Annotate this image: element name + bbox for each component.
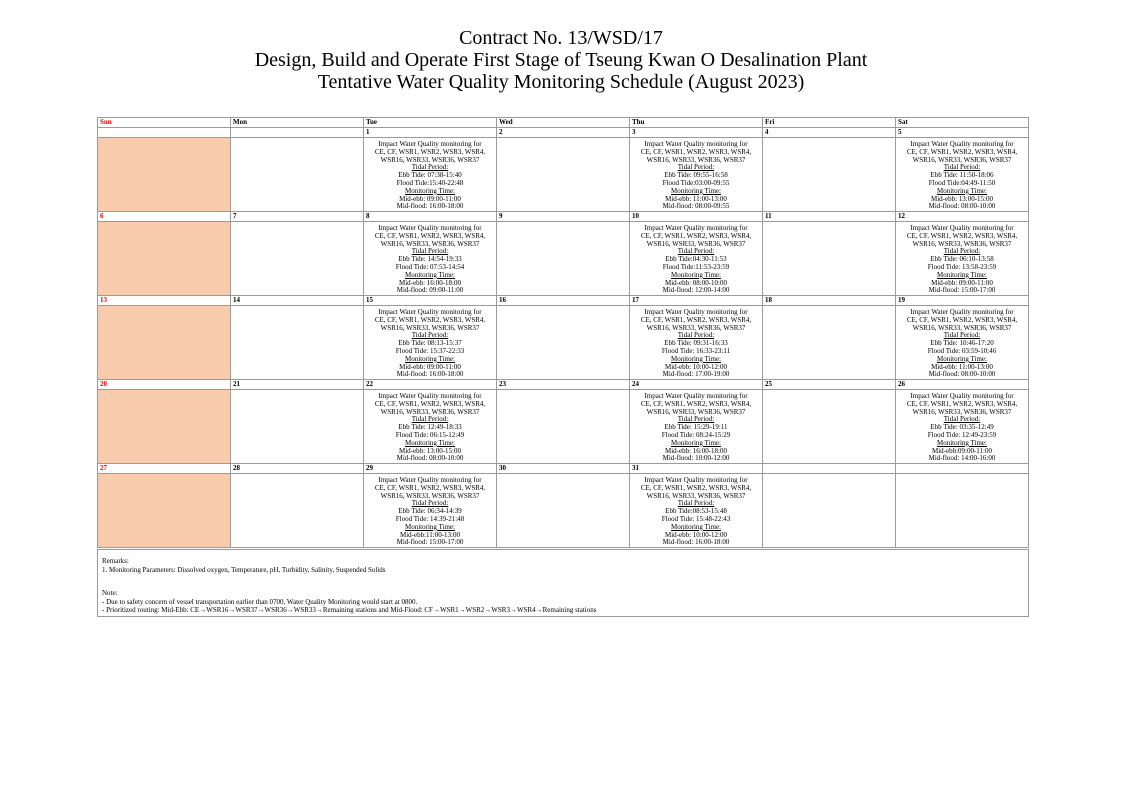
mid-ebb-time: Mid-ebb: 10:00-12:00 bbox=[664, 362, 728, 371]
flood-tide-time: Flood Tide: 06:15-12:49 bbox=[395, 430, 465, 439]
calendar-table bbox=[97, 117, 1029, 548]
day-number-25: 25 bbox=[763, 380, 896, 390]
flood-tide-time: Flood Tide: 07:53-14:54 bbox=[395, 262, 465, 271]
mid-flood-time: Mid-flood: 16:00-18:00 bbox=[396, 202, 464, 211]
empty-day-cell bbox=[763, 138, 896, 212]
flood-tide-time: Flood Tide: 14:39-21:48 bbox=[395, 514, 465, 523]
monitoring-title: Impact Water Quality monitoring for bbox=[910, 140, 1014, 148]
day-number-12: 12 bbox=[896, 212, 1029, 222]
day-number-29: 29 bbox=[364, 464, 497, 474]
monitoring-cell-aug-31 bbox=[630, 474, 763, 548]
sunday-cell bbox=[98, 306, 231, 380]
empty-day-cell bbox=[231, 306, 364, 380]
monitoring-title: Impact Water Quality monitoring for bbox=[910, 308, 1014, 316]
flood-tide-time: Flood Tide:15:40-22:48 bbox=[396, 178, 464, 187]
mid-ebb-time: Mid-ebb: 16:00-18:00 bbox=[398, 278, 462, 287]
week-5-content-row bbox=[98, 474, 1029, 548]
day-number-31: 31 bbox=[630, 464, 763, 474]
empty-day-cell bbox=[497, 138, 630, 212]
day-number-8: 8 bbox=[364, 212, 497, 222]
ebb-tide-time: Ebb Tide:04:30-11:53 bbox=[665, 255, 727, 264]
monitoring-time-label: Monitoring Time: bbox=[937, 354, 987, 363]
sunday-cell bbox=[98, 474, 231, 548]
flood-tide-time: Flood Tide:11:53-23:59 bbox=[662, 262, 730, 271]
monitoring-title: Impact Water Quality monitoring for bbox=[644, 308, 748, 316]
day-number-5: 5 bbox=[896, 128, 1029, 138]
flood-tide-time: Flood Tide: 08:24-15:29 bbox=[661, 430, 731, 439]
mid-ebb-time: Mid-ebb: 09:00-11:00 bbox=[399, 194, 461, 203]
monitoring-cell-aug-1 bbox=[364, 138, 497, 212]
day-number-27: 27 bbox=[98, 464, 231, 474]
monitoring-stations: CE, CF, WSR1, WSR2, WSR3, WSR4, WSR16, WSR33, WSR36, WSR37 bbox=[374, 315, 486, 332]
day-header-sun: Sun bbox=[98, 118, 231, 128]
week-3-content-row bbox=[98, 306, 1029, 380]
monitoring-cell-aug-15 bbox=[364, 306, 497, 380]
day-header-sat: Sat bbox=[896, 118, 1029, 128]
day-number-17: 17 bbox=[630, 296, 763, 306]
day-header-thu: Thu bbox=[630, 118, 763, 128]
monitoring-stations: CE, CF, WSR1, WSR2, WSR3, WSR4, WSR16, WSR33, WSR36, WSR37 bbox=[906, 399, 1018, 416]
monitoring-stations: CE, CF, WSR1, WSR2, WSR3, WSR4, WSR16, WSR33, WSR36, WSR37 bbox=[906, 147, 1018, 164]
ebb-tide-time: Ebb Tide: 09:31-16:33 bbox=[664, 339, 728, 348]
mid-ebb-time: Mid-ebb: 13:00-15:00 bbox=[930, 194, 994, 203]
document-title-block bbox=[0, 27, 1122, 93]
monitoring-time-label: Monitoring Time: bbox=[937, 270, 987, 279]
monitoring-time-label: Monitoring Time: bbox=[671, 186, 721, 195]
monitoring-stations: CE, CF, WSR1, WSR2, WSR3, WSR4, WSR16, WSR33, WSR36, WSR37 bbox=[374, 399, 486, 416]
mid-flood-time: Mid-flood: 17:00-19:00 bbox=[662, 370, 730, 379]
monitoring-title: Impact Water Quality monitoring for bbox=[378, 392, 482, 400]
tidal-period-label: Tidal Period: bbox=[411, 331, 449, 340]
note-heading: Note: bbox=[102, 589, 118, 597]
flood-tide-time: Flood Tide: 03:59-10:46 bbox=[927, 346, 997, 355]
tidal-period-label: Tidal Period: bbox=[943, 163, 981, 172]
monitoring-stations: CE, CF, WSR1, WSR2, WSR3, WSR4, WSR16, WSR33, WSR36, WSR37 bbox=[906, 315, 1018, 332]
flood-tide-time: Flood Tide:04:49-11:50 bbox=[928, 178, 996, 187]
mid-flood-time: Mid-flood: 08:00-09:55 bbox=[662, 202, 730, 211]
day-number-14: 14 bbox=[231, 296, 364, 306]
empty-day-cell bbox=[497, 222, 630, 296]
empty-day-cell bbox=[231, 138, 364, 212]
day-number-16: 16 bbox=[497, 296, 630, 306]
day-header-wed: Wed bbox=[497, 118, 630, 128]
tidal-period-label: Tidal Period: bbox=[943, 415, 981, 424]
mid-ebb-time: Mid-ebb: 11:00-13:00 bbox=[931, 362, 993, 371]
monitoring-time-label: Monitoring Time: bbox=[405, 270, 455, 279]
day-number-2: 2 bbox=[497, 128, 630, 138]
ebb-tide-time: Ebb Tide: 08:13-15:37 bbox=[398, 339, 462, 348]
mid-ebb-time: Mid-ebb: 11:00-13:00 bbox=[665, 194, 727, 203]
ebb-tide-time: Ebb Tide: 14:54-19:33 bbox=[398, 255, 462, 264]
day-number-21: 21 bbox=[231, 380, 364, 390]
schedule-title: Tentative Water Quality Monitoring Schedule (August 2023) bbox=[317, 71, 805, 93]
remarks-section bbox=[97, 549, 1029, 617]
note-routing: - Prioritized routing: Mid-Ebb: CE→WSR16→WSR37→WSR36→WSR33→Remaining stations and Mid-Flood: CF→WSR1→WSR2→WSR3→WSR4→Remaining stations bbox=[102, 606, 597, 614]
monitoring-cell-aug-19 bbox=[896, 306, 1029, 380]
tidal-period-label: Tidal Period: bbox=[677, 163, 715, 172]
mid-ebb-time: Mid-ebb: 13:00-15:00 bbox=[398, 446, 462, 455]
monitoring-title: Impact Water Quality monitoring for bbox=[644, 392, 748, 400]
day-number-empty bbox=[896, 464, 1029, 474]
sunday-cell bbox=[98, 138, 231, 212]
mid-flood-time: Mid-flood: 10:00-12:00 bbox=[662, 454, 730, 463]
day-number-4: 4 bbox=[763, 128, 896, 138]
remarks-parameters: 1. Monitoring Parameters: Dissolved oxygen, Temperature, pH, Turbidity, Salinity, Suspended Solids bbox=[102, 565, 386, 574]
monitoring-stations: CE, CF, WSR1, WSR2, WSR3, WSR4, WSR16, WSR33, WSR36, WSR37 bbox=[374, 231, 486, 248]
monitoring-stations: CE, CF, WSR1, WSR2, WSR3, WSR4, WSR16, WSR33, WSR36, WSR37 bbox=[374, 483, 486, 500]
day-number-26: 26 bbox=[896, 380, 1029, 390]
mid-ebb-time: Mid-ebb: 08:00-10:00 bbox=[664, 278, 728, 287]
tidal-period-label: Tidal Period: bbox=[677, 331, 715, 340]
day-header-mon: Mon bbox=[231, 118, 364, 128]
contract-number: Contract No. 13/WSD/17 bbox=[459, 27, 663, 49]
day-number-7: 7 bbox=[231, 212, 364, 222]
note-safety: - Due to safety concern of vessel transportation earlier than 0700, Water Quality Monitoring would start at 0800. bbox=[102, 597, 418, 606]
mid-flood-time: Mid-flood: 08:00-10:00 bbox=[928, 370, 996, 379]
monitoring-time-label: Monitoring Time: bbox=[937, 186, 987, 195]
day-number-19: 19 bbox=[896, 296, 1029, 306]
week-5-number-row bbox=[98, 464, 1029, 474]
flood-tide-time: Flood Tide: 12:49-23:59 bbox=[927, 430, 997, 439]
monitoring-stations: CE, CF, WSR1, WSR2, WSR3, WSR4, WSR16, WSR33, WSR36, WSR37 bbox=[640, 231, 752, 248]
monitoring-time-label: Monitoring Time: bbox=[937, 438, 987, 447]
monitoring-cell-aug-12 bbox=[896, 222, 1029, 296]
tidal-period-label: Tidal Period: bbox=[677, 415, 715, 424]
monitoring-cell-aug-22 bbox=[364, 390, 497, 464]
weekday-header-row bbox=[98, 118, 1029, 128]
project-name: Design, Build and Operate First Stage of Tseung Kwan O Desalination Plant bbox=[254, 49, 868, 71]
flood-tide-time: Flood Tide:03:00-09:55 bbox=[662, 178, 730, 187]
sunday-cell bbox=[98, 222, 231, 296]
flood-tide-time: Flood Tide: 13:58-23:59 bbox=[927, 262, 997, 271]
day-number-11: 11 bbox=[763, 212, 896, 222]
tidal-period-label: Tidal Period: bbox=[411, 163, 449, 172]
day-number-18: 18 bbox=[763, 296, 896, 306]
tidal-period-label: Tidal Period: bbox=[677, 247, 715, 256]
tidal-period-label: Tidal Period: bbox=[411, 499, 449, 508]
day-number-6: 6 bbox=[98, 212, 231, 222]
week-3-number-row bbox=[98, 296, 1029, 306]
day-number-20: 20 bbox=[98, 380, 231, 390]
empty-day-cell bbox=[763, 306, 896, 380]
mid-flood-time: Mid-flood: 14:00-16:00 bbox=[928, 454, 996, 463]
monitoring-stations: CE, CF, WSR1, WSR2, WSR3, WSR4, WSR16, WSR33, WSR36, WSR37 bbox=[640, 483, 752, 500]
monitoring-title: Impact Water Quality monitoring for bbox=[644, 476, 748, 484]
monitoring-time-label: Monitoring Time: bbox=[405, 522, 455, 531]
monitoring-cell-aug-8 bbox=[364, 222, 497, 296]
tidal-period-label: Tidal Period: bbox=[677, 499, 715, 508]
mid-ebb-time: Mid-ebb: 09:00-11:00 bbox=[399, 362, 461, 371]
monitoring-time-label: Monitoring Time: bbox=[671, 438, 721, 447]
week-2-number-row bbox=[98, 212, 1029, 222]
monitoring-title: Impact Water Quality monitoring for bbox=[910, 392, 1014, 400]
mid-flood-time: Mid-flood: 08:00-10:00 bbox=[928, 202, 996, 211]
empty-day-cell bbox=[763, 222, 896, 296]
ebb-tide-time: Ebb Tide: 15:29-19:11 bbox=[664, 423, 728, 432]
ebb-tide-time: Ebb Tide: 06:10-13:58 bbox=[930, 255, 994, 264]
empty-day-cell bbox=[497, 306, 630, 380]
monitoring-title: Impact Water Quality monitoring for bbox=[378, 308, 482, 316]
tidal-period-label: Tidal Period: bbox=[943, 247, 981, 256]
day-number-24: 24 bbox=[630, 380, 763, 390]
empty-day-cell bbox=[896, 474, 1029, 548]
empty-day-cell bbox=[231, 474, 364, 548]
week-1-content-row bbox=[98, 138, 1029, 212]
ebb-tide-time: Ebb Tide: 06:34-14:39 bbox=[398, 507, 462, 516]
monitoring-time-label: Monitoring Time: bbox=[405, 438, 455, 447]
mid-flood-time: Mid-flood: 12:00-14:00 bbox=[662, 286, 730, 295]
day-number-23: 23 bbox=[497, 380, 630, 390]
monitoring-cell-aug-26 bbox=[896, 390, 1029, 464]
monitoring-cell-aug-3 bbox=[630, 138, 763, 212]
monitoring-cell-aug-10 bbox=[630, 222, 763, 296]
empty-day-cell bbox=[231, 390, 364, 464]
sunday-cell bbox=[98, 390, 231, 464]
monitoring-title: Impact Water Quality monitoring for bbox=[378, 224, 482, 232]
day-number-empty bbox=[98, 128, 231, 138]
mid-ebb-time: Mid-ebb: 16:00-18:00 bbox=[664, 446, 728, 455]
day-number-empty bbox=[231, 128, 364, 138]
day-number-1: 1 bbox=[364, 128, 497, 138]
week-4-number-row bbox=[98, 380, 1029, 390]
ebb-tide-time: Ebb Tide: 11:50-18:06 bbox=[930, 171, 994, 180]
day-number-30: 30 bbox=[497, 464, 630, 474]
week-2-content-row bbox=[98, 222, 1029, 296]
mid-ebb-time: Mid-ebb: 09:00-11:00 bbox=[931, 278, 993, 287]
monitoring-stations: CE, CF, WSR1, WSR2, WSR3, WSR4, WSR16, WSR33, WSR36, WSR37 bbox=[374, 147, 486, 164]
day-number-empty bbox=[763, 464, 896, 474]
ebb-tide-time: Ebb Tide: 12:49-18:33 bbox=[398, 423, 462, 432]
monitoring-stations: CE, CF, WSR1, WSR2, WSR3, WSR4, WSR16, WSR33, WSR36, WSR37 bbox=[640, 147, 752, 164]
monitoring-title: Impact Water Quality monitoring for bbox=[644, 224, 748, 232]
day-header-tue: Tue bbox=[364, 118, 497, 128]
monitoring-time-label: Monitoring Time: bbox=[671, 354, 721, 363]
empty-day-cell bbox=[763, 474, 896, 548]
mid-flood-time: Mid-flood: 08:00-10:00 bbox=[396, 454, 464, 463]
mid-flood-time: Mid-flood: 16:00-18:00 bbox=[396, 370, 464, 379]
empty-day-cell bbox=[497, 474, 630, 548]
ebb-tide-time: Ebb Tide: 10:46-17:20 bbox=[930, 339, 994, 348]
empty-day-cell bbox=[763, 390, 896, 464]
empty-day-cell bbox=[231, 222, 364, 296]
tidal-period-label: Tidal Period: bbox=[411, 415, 449, 424]
tidal-period-label: Tidal Period: bbox=[411, 247, 449, 256]
mid-flood-time: Mid-flood: 15:00-17:00 bbox=[396, 538, 464, 547]
day-number-13: 13 bbox=[98, 296, 231, 306]
mid-flood-time: Mid-flood: 16:00-18:00 bbox=[662, 538, 730, 547]
monitoring-time-label: Monitoring Time: bbox=[671, 522, 721, 531]
monitoring-title: Impact Water Quality monitoring for bbox=[378, 140, 482, 148]
note-block bbox=[102, 589, 1024, 615]
day-number-9: 9 bbox=[497, 212, 630, 222]
day-number-22: 22 bbox=[364, 380, 497, 390]
remarks-heading: Remarks: bbox=[102, 557, 129, 565]
day-number-10: 10 bbox=[630, 212, 763, 222]
flood-tide-time: Flood Tide: 15:37-22:33 bbox=[395, 346, 465, 355]
monitoring-stations: CE, CF, WSR1, WSR2, WSR3, WSR4, WSR16, WSR33, WSR36, WSR37 bbox=[906, 231, 1018, 248]
monitoring-time-label: Monitoring Time: bbox=[671, 270, 721, 279]
ebb-tide-time: Ebb Tide: 03:35-12:49 bbox=[930, 423, 994, 432]
mid-flood-time: Mid-flood: 09:00-11:00 bbox=[396, 286, 464, 295]
week-4-content-row bbox=[98, 390, 1029, 464]
day-number-3: 3 bbox=[630, 128, 763, 138]
day-number-15: 15 bbox=[364, 296, 497, 306]
mid-ebb-time: Mid-ebb:09:00-11:00 bbox=[931, 446, 992, 455]
day-number-28: 28 bbox=[231, 464, 364, 474]
flood-tide-time: Flood Tide: 16:33-23:11 bbox=[661, 346, 731, 355]
ebb-tide-time: Ebb Tide: 09:55-16:58 bbox=[664, 171, 728, 180]
monitoring-time-label: Monitoring Time: bbox=[405, 186, 455, 195]
monitoring-cell-aug-17 bbox=[630, 306, 763, 380]
monitoring-cell-aug-24 bbox=[630, 390, 763, 464]
monitoring-title: Impact Water Quality monitoring for bbox=[378, 476, 482, 484]
monitoring-stations: CE, CF, WSR1, WSR2, WSR3, WSR4, WSR16, WSR33, WSR36, WSR37 bbox=[640, 315, 752, 332]
week-1-number-row bbox=[98, 128, 1029, 138]
monitoring-title: Impact Water Quality monitoring for bbox=[910, 224, 1014, 232]
monitoring-time-label: Monitoring Time: bbox=[405, 354, 455, 363]
mid-ebb-time: Mid-ebb: 10:00-12:00 bbox=[664, 530, 728, 539]
monitoring-cell-aug-5 bbox=[896, 138, 1029, 212]
day-header-fri: Fri bbox=[763, 118, 896, 128]
monitoring-stations: CE, CF, WSR1, WSR2, WSR3, WSR4, WSR16, WSR33, WSR36, WSR37 bbox=[640, 399, 752, 416]
mid-ebb-time: Mid-ebb:11:00-13:00 bbox=[399, 530, 460, 539]
flood-tide-time: Flood Tide: 15:48-22:43 bbox=[661, 514, 731, 523]
monitoring-title: Impact Water Quality monitoring for bbox=[644, 140, 748, 148]
tidal-period-label: Tidal Period: bbox=[943, 331, 981, 340]
ebb-tide-time: Ebb Tide:08:53-15:48 bbox=[665, 507, 727, 516]
ebb-tide-time: Ebb Tide: 07:38-15:40 bbox=[398, 171, 462, 180]
empty-day-cell bbox=[497, 390, 630, 464]
monitoring-cell-aug-29 bbox=[364, 474, 497, 548]
mid-flood-time: Mid-flood: 15:00-17:00 bbox=[928, 286, 996, 295]
